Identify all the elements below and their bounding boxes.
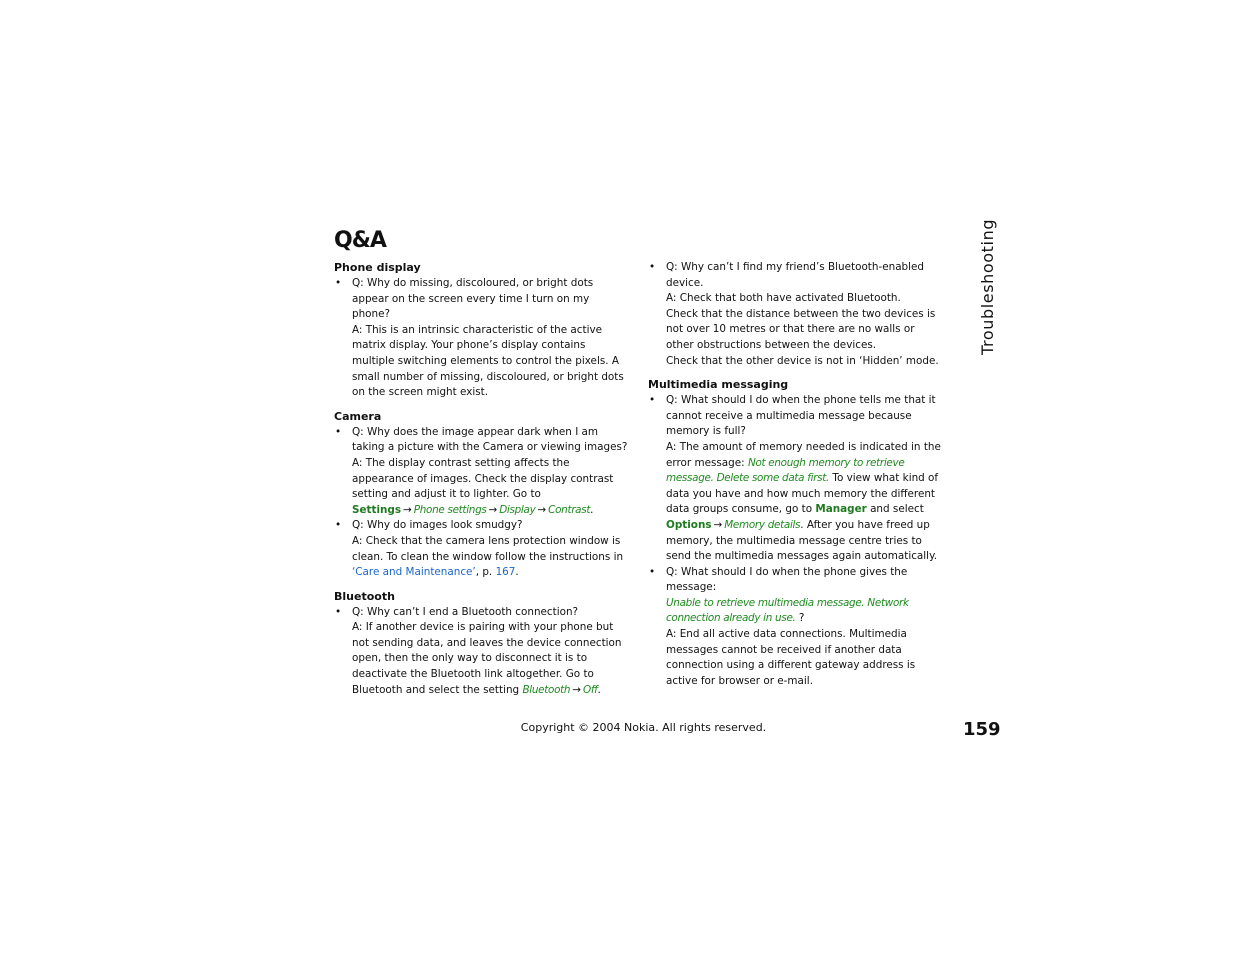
section-multimedia [648, 377, 944, 689]
error-message: Unable to retrieve multimedia message. Network connection already in use. [666, 596, 909, 625]
answer-text: Check that the distance between the two devices is not over 10 metres or that there are no walls or other obstructions between the devices. [666, 307, 936, 351]
answer-text [352, 534, 630, 581]
question-end: ? [798, 612, 805, 625]
section-heading: Phone display [334, 261, 421, 274]
question-text: • Q: Why can’t I end a Bluetooth connection? [352, 605, 579, 618]
answer-start: A: If another device is pairing with your phone but not sending data, and leaves the device connection open, then the only way to disconnect it is to deactivate the Bluetooth link altogether. Go to Bluetooth and select the setting [352, 621, 622, 696]
answer-text: A: This is an intrinsic characteristic of the active matrix display. Your phone’s display contains multiple switching elements to control the pixels. A small number of missing, discoloured, or bright dots on the screen might exist. [352, 323, 624, 399]
qa-list [334, 276, 630, 401]
page-link[interactable]: 167 [495, 566, 516, 579]
section-camera [334, 409, 630, 581]
copyright-footer: Copyright © 2004 Nokia. All rights reserved. [520, 721, 767, 734]
section-heading: Multimedia messaging [648, 378, 789, 392]
menu-memory-details: Memory details [724, 518, 801, 531]
answer-end: . [515, 566, 519, 579]
left-column [334, 260, 630, 706]
error-message: Not enough memory to retrieve message. Delete some data first. [666, 456, 905, 485]
answer-end: . After you have freed up memory, the multimedia message centre tries to send the multimedia messages again automatically. [666, 518, 938, 563]
qa-item [334, 518, 630, 580]
section-heading: Camera [334, 409, 382, 423]
section-bluetooth [334, 589, 630, 699]
section-heading: Bluetooth [334, 589, 395, 603]
answer-text [666, 440, 944, 565]
answer-start: A: Check that the camera lens protection window is clean. To clean the window follow the instructions in [352, 534, 624, 563]
answer-text: A: End all active data connections. Multimedia messages cannot be received if another data connection using a different gateway address is active for browser or e-mail. [666, 628, 916, 687]
answer-end: . [590, 503, 594, 516]
arrow-icon: → [537, 503, 547, 516]
question-text: • Q: Why can’t I find my friend’s Bluetooth-enabled device. [666, 261, 925, 289]
menu-contrast: Contrast [548, 503, 591, 516]
qa-item [334, 276, 630, 401]
qa-list [334, 425, 630, 581]
qa-item [648, 393, 944, 565]
arrow-icon: → [488, 503, 498, 516]
qa-list [334, 605, 630, 699]
chapter-side-label: Troubleshooting [978, 218, 997, 355]
qa-item [334, 425, 630, 519]
arrow-icon: → [713, 518, 723, 531]
section-phone-display [334, 260, 630, 401]
qa-item [648, 260, 944, 369]
answer-start: A: The display contrast setting affects the appearance of images. Check the display contrast setting and adjust it to lighter. Go to [352, 456, 614, 501]
menu-manager: Manager [815, 503, 867, 516]
care-maintenance-link[interactable]: ‘Care and Maintenance’ [352, 566, 476, 579]
menu-settings: Settings [352, 503, 402, 516]
page-prefix: , p. [475, 566, 493, 579]
menu-off: Off [582, 683, 598, 696]
answer-text: Check that the other device is not in ‘Hidden’ mode. [666, 354, 939, 367]
menu-bluetooth: Bluetooth [522, 683, 571, 696]
question-text: • Q: Why does the image appear dark when I am taking a picture with the Camera or viewing images? [352, 425, 628, 454]
answer-start: A: The amount of memory needed is indicated in the error message: [666, 440, 941, 469]
question-text: • Q: What should I do when the phone gives the message: [666, 565, 908, 594]
and-select-text: and select [870, 503, 924, 516]
answer-text: A: Check that both have activated Bluetooth. [666, 292, 901, 305]
menu-options: Options [666, 518, 712, 531]
section-bluetooth-continued [648, 260, 944, 369]
answer-end: . [597, 683, 601, 696]
qa-list [648, 393, 944, 689]
arrow-icon: → [572, 683, 581, 696]
answer-text [352, 456, 630, 518]
menu-phone-settings: Phone settings [413, 503, 487, 516]
question-text: • Q: What should I do when the phone tells me that it cannot receive a multimedia message because memory is full? [666, 394, 936, 438]
menu-display: Display [499, 503, 536, 516]
question-continued [666, 596, 944, 627]
qa-item [648, 565, 944, 690]
page-title: Q&A [334, 228, 386, 253]
question-text: • Q: Why do images look smudgy? [352, 519, 523, 532]
answer-mid: To view what kind of data you have and how much memory the different data groups consume, go to [666, 472, 939, 516]
answer-text [352, 620, 630, 698]
right-column [648, 260, 944, 697]
question-text: • Q: Why do missing, discoloured, or bright dots appear on the screen every time I turn on my phone? [352, 277, 594, 321]
arrow-icon: → [403, 503, 412, 516]
qa-list [648, 260, 944, 369]
qa-item [334, 605, 630, 699]
page-number: 159 [963, 719, 1001, 740]
